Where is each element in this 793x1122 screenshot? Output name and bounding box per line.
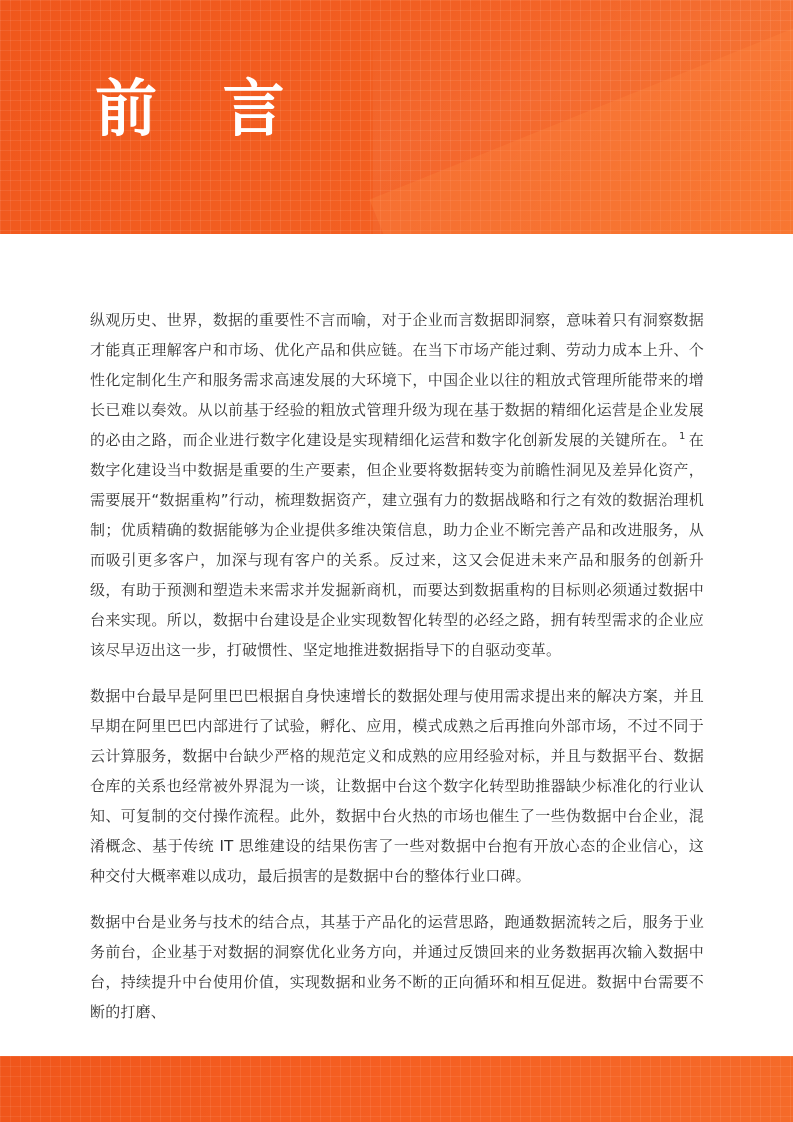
page-title: 前 言 <box>95 72 307 145</box>
paragraph-1-text-after-footnote: 在数字化建设当中数据是重要的生产要素，但企业要将数据转变为前瞻性洞见及差异化资产，需要展开“数据重构”行动，梳理数据资产，建立强有力的数据战略和行之有效的数据治理机制；优质精确的数据能够为企业提供多维决策信息，助力企业不断完善产品和改进服务，从而吸引更多客户，加深与现有客户的关系。反过来，这又会促进未来产品和服务的创新升级，有助于预测和塑造未来需求并发掘新商机，而要达到数据重构的目标则必须通过数据中台来实现。所以，数据中台建设是企业实现数智化转型的必经之路，拥有转型需求的企业应该尽早迈出这一步，打破惯性、坚定地推进数据指导下的自驱动变革。 <box>90 431 704 659</box>
footer-band <box>0 1056 793 1122</box>
paragraph-2: 数据中台最早是阿里巴巴根据自身快速增长的数据处理与使用需求提出来的解决方案，并且早期在阿里巴巴内部进行了试验，孵化、应用，模式成熟之后再推向外部市场，不过不同于云计算服务，数据中台缺少严格的规范定义和成熟的应用经验对标，并且与数据平台、数据仓库的关系也经常被外界混为一谈，让数据中台这个数字化转型助推器缺少标准化的行业认知、可复制的交付操作流程。此外，数据中台火热的市场也催生了一些伪数据中台企业，混淆概念、基于传统 IT 思维建设的结果伤害了一些对数据中台抱有开放心态的企业信心，这种交付大概率难以成功，最后损害的是数据中台的整体行业口碑。 <box>90 687 704 885</box>
paragraph-3: 数据中台是业务与技术的结合点，其基于产品化的运营思路，跑通数据流转之后，服务于业务前台，企业基于对数据的洞察优化业务方向，并通过反馈回来的业务数据再次输入数据中台，持续提升中台使用价值，实现数据和业务不断的正向循环和相互促进。数据中台需要不断的打磨、 <box>90 913 704 1021</box>
body-content <box>90 305 704 1043</box>
paragraph-1 <box>90 305 704 665</box>
footnote-marker: 1 <box>678 431 686 442</box>
header-banner <box>0 0 793 234</box>
paragraph-1-text-before-footnote: 纵观历史、世界，数据的重要性不言而喻，对于企业而言数据即洞察，意味着只有洞察数据才能真正理解客户和市场、优化产品和供应链。在当下市场产能过剩、劳动力成本上升、个性化定制化生产和服务需求高速发展的大环境下，中国企业以往的粗放式管理所能带来的增长已难以奏效。从以前基于经验的粗放式管理升级为现在基于数据的精细化运营是企业发展的必由之路，而企业进行数字化建设是实现精细化运营和数字化创新发展的关键所在。 <box>90 311 704 449</box>
